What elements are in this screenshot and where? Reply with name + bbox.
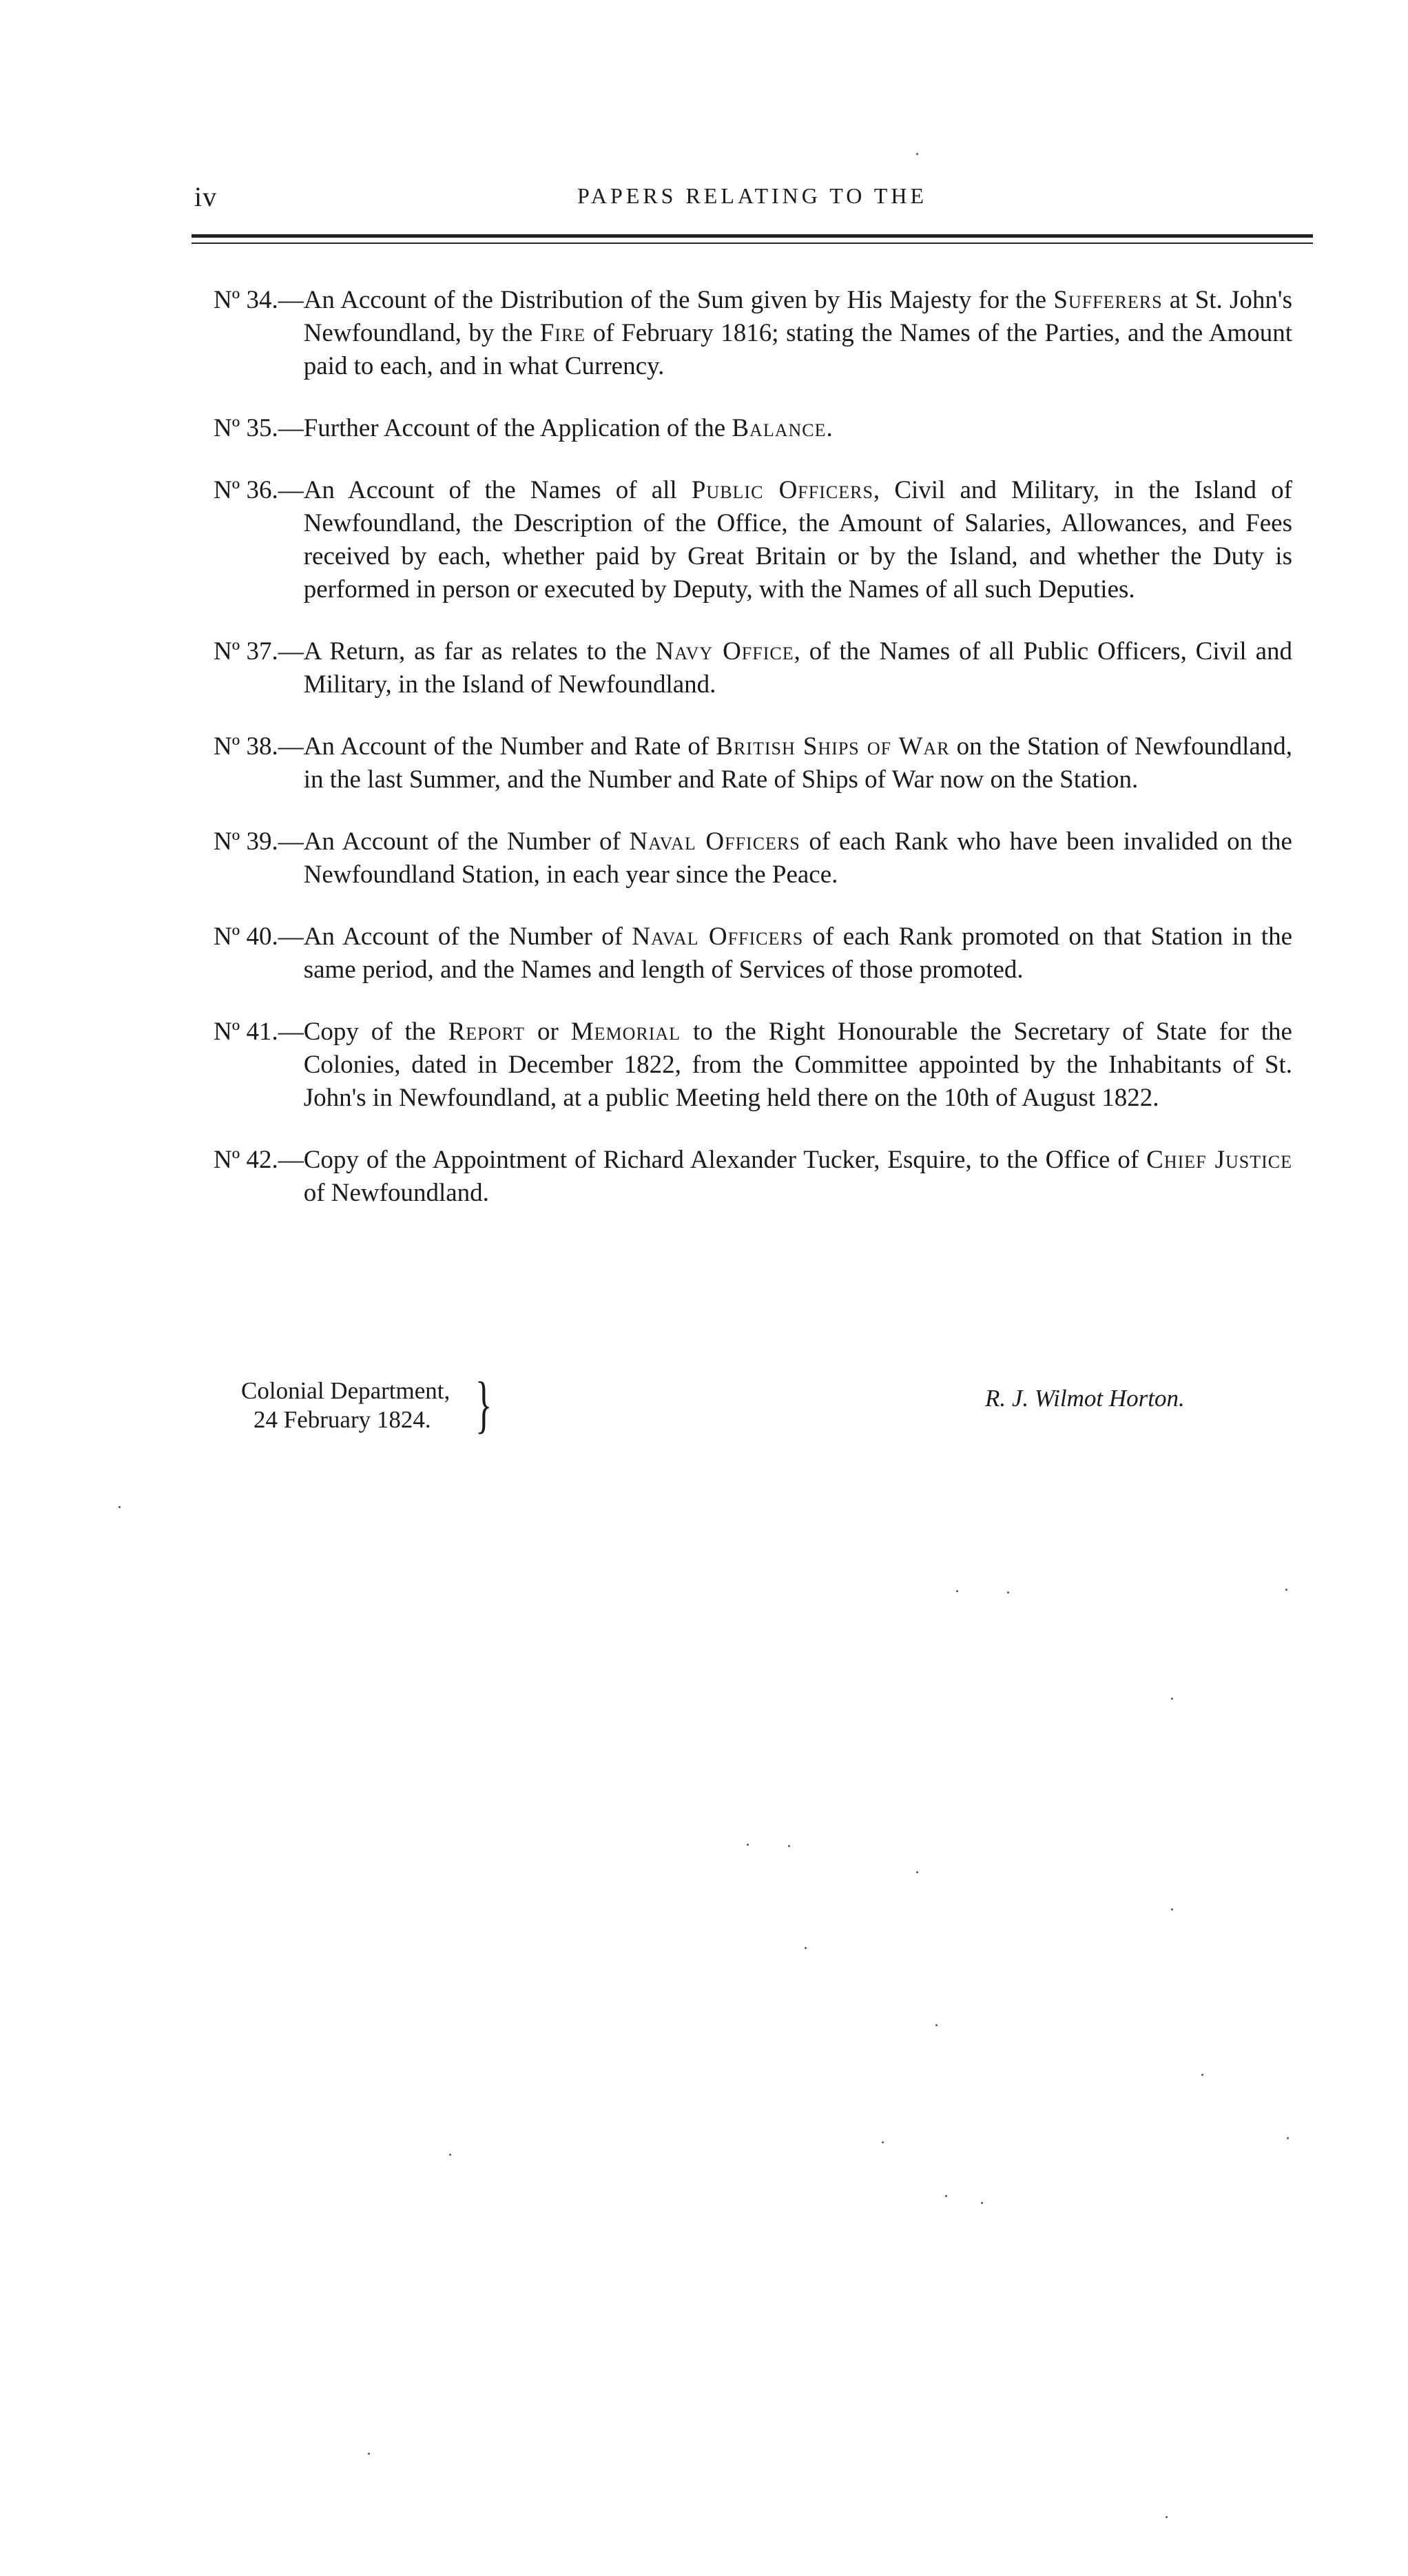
scan-speck: [1285, 1589, 1287, 1591]
page-number: iv: [194, 181, 218, 212]
scan-speck: [882, 2141, 884, 2143]
list-item: [214, 825, 1292, 892]
item-number: Nº 40.—: [214, 923, 304, 951]
scan-speck: [1171, 1908, 1173, 1910]
item-text: An Account of the Names of all Public Officers, Civil and Military, in the Island of Newfoundland, the Description of the Office, the Amount of Salaries, Allowances, and Fees received by each, whether paid by Great Britain or by the Island, and whether the Duty is performed in person or executed by Deputy, with the Names of all such Deputies.: [303, 476, 1293, 604]
item-text: An Account of the Number of Naval Officers of each Rank who have been invalided on the Newfoundland Station, in each year since the Peace.: [303, 827, 1292, 889]
scan-speck: [916, 153, 918, 155]
list-item: [214, 284, 1292, 383]
department-name: Colonial Department,: [241, 1377, 451, 1404]
scan-speck: [1287, 2137, 1289, 2139]
scan-speck: [747, 1844, 749, 1846]
scan-speck: [1166, 2516, 1168, 2518]
header-rule-thin: [191, 243, 1313, 244]
item-text: Copy of the Report or Memorial to the Right Honourable the Secretary of State for the Colonies, dated in December 1822, from the Committee appointed by the Inhabitants of St. John's in Newfoundland, at a public Meeting held there on the 10th of August 1822.: [303, 1018, 1292, 1112]
header-rule-thick: [191, 234, 1313, 238]
list-item: [214, 412, 1292, 445]
item-text: Further Account of the Application of the Balance.: [303, 414, 833, 442]
list-item: [214, 1016, 1292, 1115]
page-header: [194, 181, 1310, 222]
scan-speck: [956, 1590, 958, 1592]
dateline: [241, 1377, 450, 1434]
scan-speck: [1171, 1698, 1173, 1700]
item-number: Nº 38.—: [214, 732, 304, 761]
scan-speck: [118, 1506, 121, 1508]
scan-speck: [805, 1947, 807, 1949]
list-item: [214, 635, 1292, 701]
item-number: Nº 39.—: [214, 827, 304, 856]
signature: R. J. Wilmot Horton.: [985, 1385, 1185, 1412]
item-number: Nº 35.—: [214, 414, 304, 442]
item-number: Nº 34.—: [214, 286, 304, 314]
item-text: An Account of the Number and Rate of British Ships of War on the Station of Newfoundland, in the last Summer, and the Number and Rate of Ships of War now on the Station.: [303, 732, 1293, 794]
item-number: Nº 36.—: [214, 476, 304, 504]
item-text: An Account of the Distribution of the Sum given by His Majesty for the Sufferers at St. John's Newfoundland, by the Fire of February 1816; stating the Names of the Parties, and the Amount paid to each, and in what Currency.: [303, 286, 1292, 380]
scan-speck: [935, 2024, 938, 2026]
brace-glyph: }: [475, 1369, 493, 1439]
scan-speck: [945, 2195, 947, 2197]
list-item: [214, 920, 1292, 987]
running-head: PAPERS RELATING TO THE: [577, 183, 927, 208]
item-text: Copy of the Appointment of Richard Alexander Tucker, Esquire, to the Office of Chief Justice of Newfoundland.: [303, 1146, 1292, 1207]
paper-list: [214, 284, 1292, 1239]
scan-speck: [1007, 1591, 1009, 1594]
item-number: Nº 41.—: [214, 1018, 304, 1046]
scan-speck: [916, 1871, 918, 1873]
item-text: A Return, as far as relates to the Navy Office, of the Names of all Public Officers, Civil and Military, in the Island of Newfoundland.: [303, 637, 1292, 699]
item-text: An Account of the Number of Naval Officers of each Rank promoted on that Station in the same period, and the Names and length of Services of those promoted.: [303, 923, 1292, 984]
signoff-block: [241, 1369, 1288, 1452]
scan-speck: [368, 2453, 370, 2455]
list-item: [214, 730, 1292, 796]
item-number: Nº 42.—: [214, 1146, 304, 1174]
scan-speck: [449, 2154, 451, 2156]
scan-speck: [981, 2202, 983, 2204]
scan-speck: [1201, 2074, 1203, 2076]
date: 24 February 1824.: [253, 1406, 431, 1433]
scan-speck: [788, 1845, 790, 1847]
item-number: Nº 37.—: [214, 637, 304, 666]
list-item: [214, 1144, 1292, 1210]
list-item: [214, 474, 1292, 606]
